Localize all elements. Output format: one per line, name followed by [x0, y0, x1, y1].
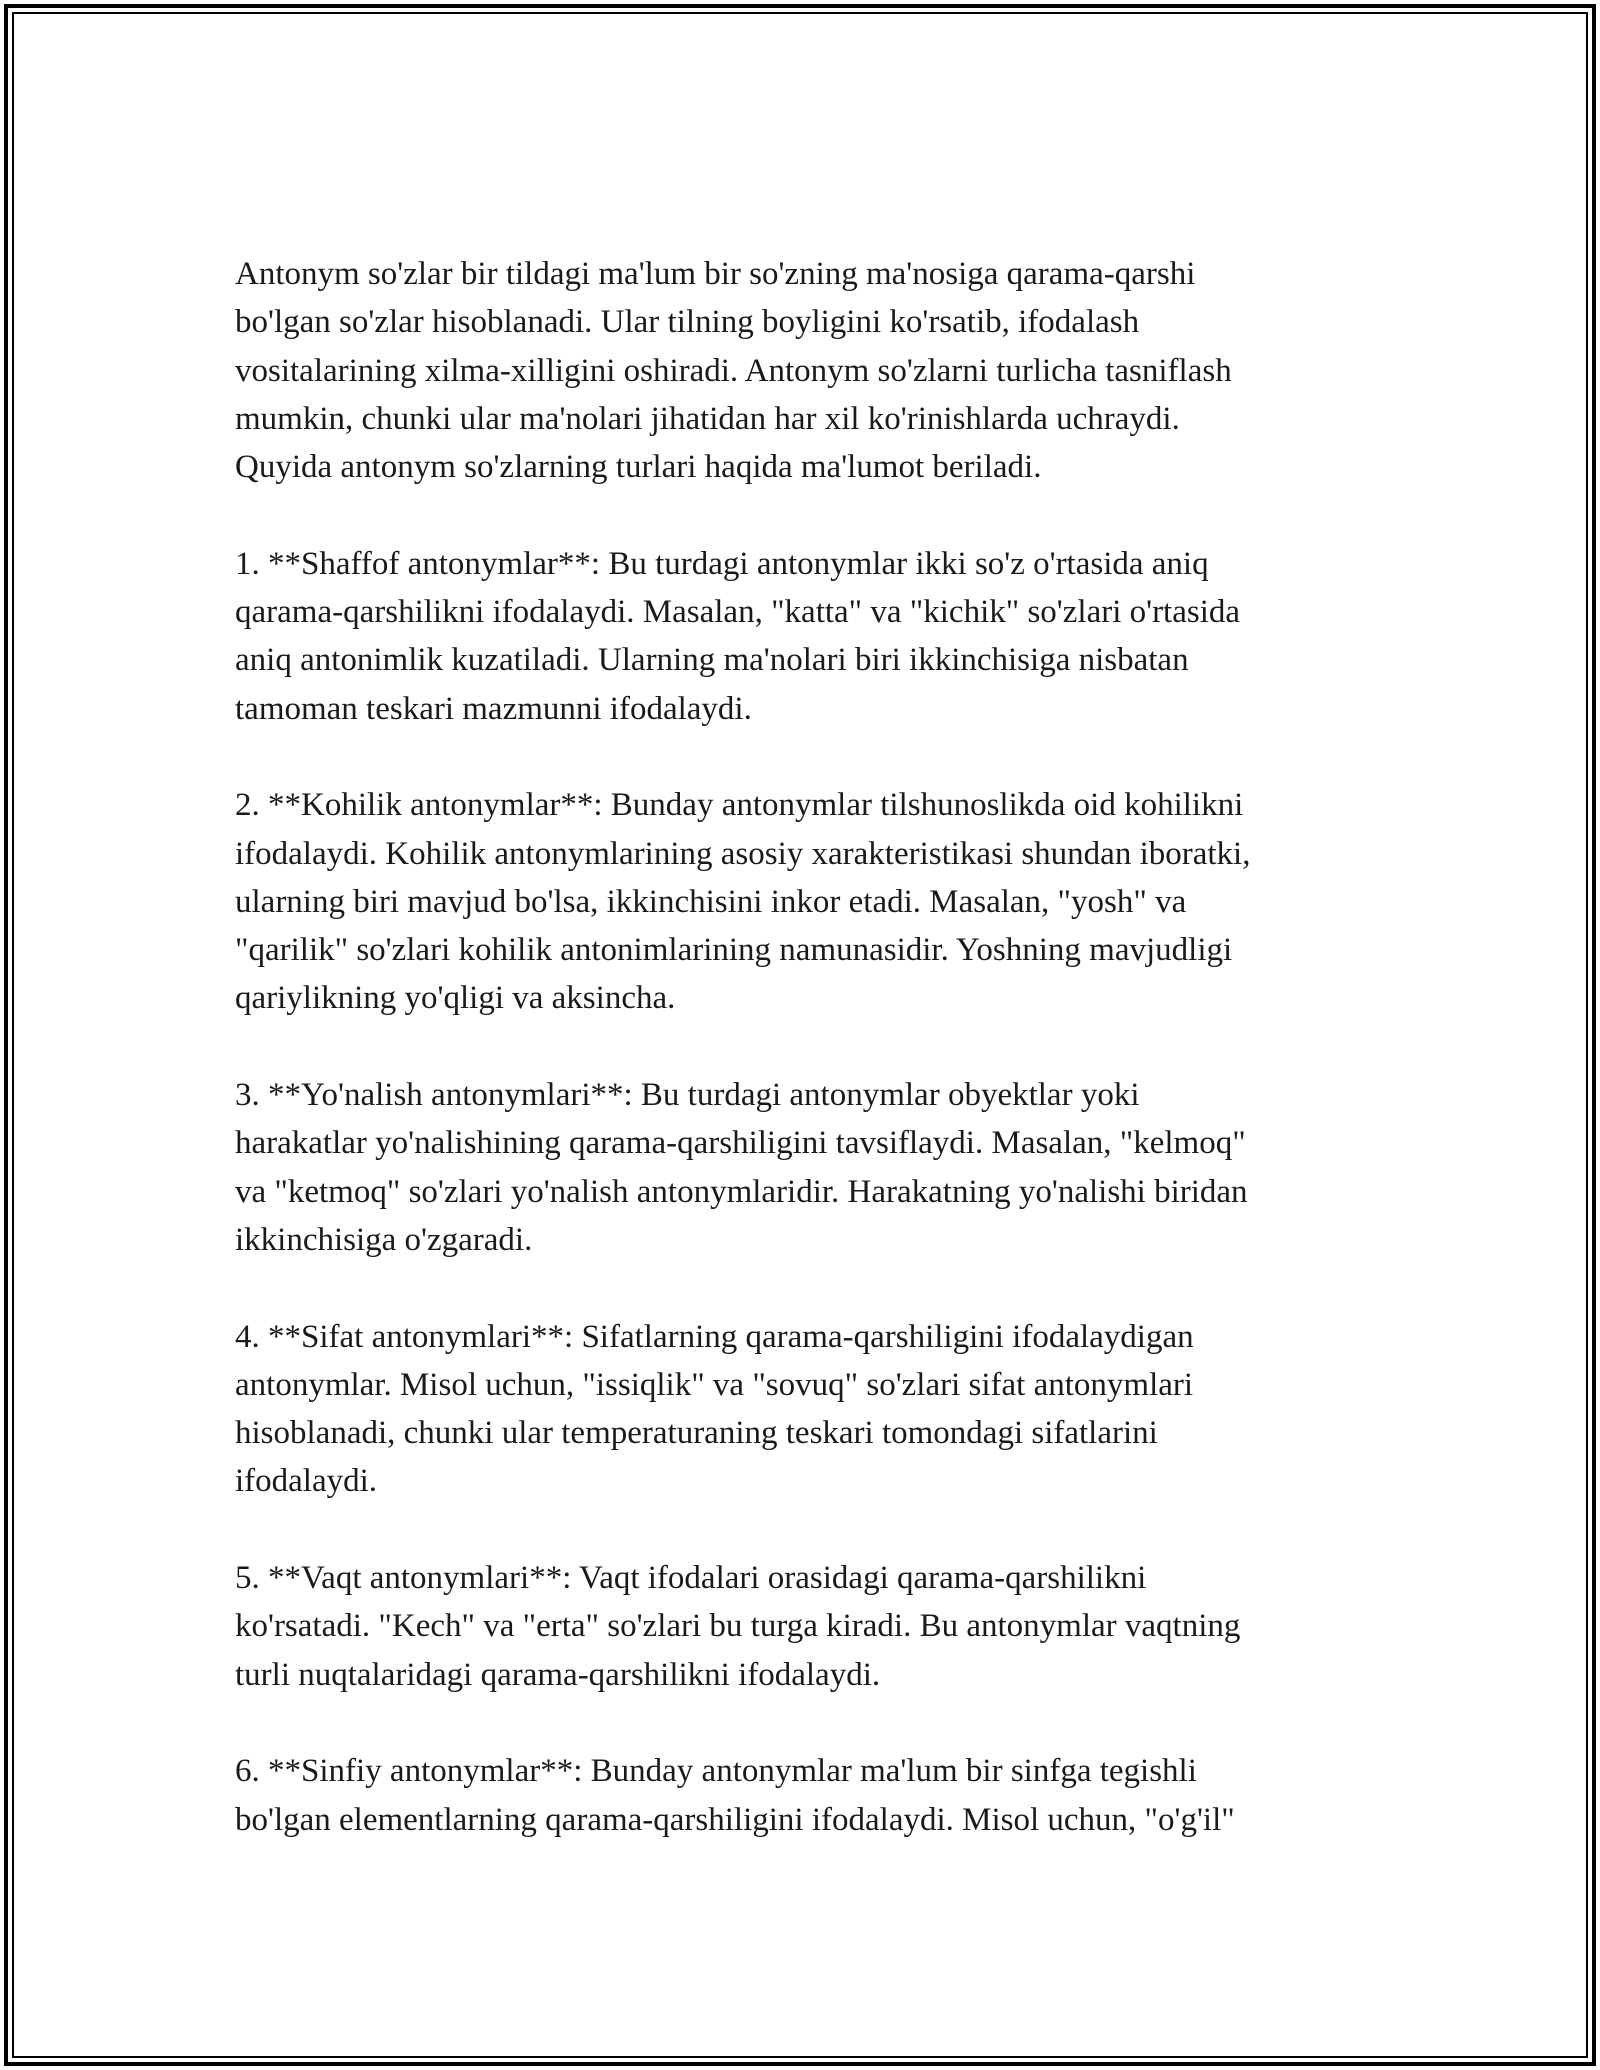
list-item-6	[235, 1747, 1375, 1844]
document-body	[235, 250, 1375, 1892]
list-item-3	[235, 1071, 1375, 1264]
text-line: vositalarining xilma-xilligini oshiradi. Antonym so'zlarni turlicha tasniflash	[235, 352, 1232, 389]
text-line: ko'rsatadi. "Kech" va "erta" so'zlari bu turga kiradi. Bu antonymlar vaqtning	[235, 1608, 1241, 1645]
text-line: 5. **Vaqt antonymlari**: Vaqt ifodalari orasidagi qarama-qarshilikni	[235, 1560, 1147, 1597]
list-item-4	[235, 1313, 1375, 1506]
text-line: mumkin, chunki ular ma'nolari jihatidan har xil ko'rinishlarda uchraydi.	[235, 400, 1180, 437]
text-line: ifodalaydi. Kohilik antonymlarining asosiy xarakteristikasi shundan iboratki,	[235, 835, 1251, 872]
text-line: qariylikning yo'qligi va aksincha.	[235, 980, 676, 1017]
text-line: tamoman teskari mazmunni ifodalaydi.	[235, 690, 752, 727]
text-line: 4. **Sifat antonymlari**: Sifatlarning qarama-qarshiligini ifodalaydigan	[235, 1318, 1194, 1355]
text-line: antonymlar. Misol uchun, "issiqlik" va "sovuq" so'zlari sifat antonymlari	[235, 1366, 1194, 1403]
list-item-2	[235, 781, 1375, 1022]
text-line: bo'lgan elementlarning qarama-qarshiligini ifodalaydi. Misol uchun, "o'g'il"	[235, 1801, 1235, 1838]
text-line: "qarilik" so'zlari kohilik antonimlarining namunasidir. Yoshning mavjudligi	[235, 932, 1233, 969]
text-line: ikkinchisiga o'zgaradi.	[235, 1221, 533, 1258]
text-line: aniq antonimlik kuzatiladi. Ularning ma'nolari biri ikkinchisiga nisbatan	[235, 642, 1189, 679]
text-line: hisoblanadi, chunki ular temperaturaning teskari tomondagi sifatlarini	[235, 1415, 1158, 1452]
text-line: bo'lgan so'zlar hisoblanadi. Ular tilning boyligini ko'rsatib, ifodalash	[235, 304, 1140, 341]
text-line: harakatlar yo'nalishining qarama-qarshiligini tavsiflaydi. Masalan, "kelmoq"	[235, 1125, 1246, 1162]
intro-paragraph	[235, 250, 1375, 491]
text-line: qarama-qarshilikni ifodalaydi. Masalan, "katta" va "kichik" so'zlari o'rtasida	[235, 594, 1241, 631]
text-line: turli nuqtalaridagi qarama-qarshilikni ifodalaydi.	[235, 1656, 881, 1693]
text-line: ularning biri mavjud bo'lsa, ikkinchisini inkor etadi. Masalan, "yosh" va	[235, 883, 1187, 920]
text-line: va "ketmoq" so'zlari yo'nalish antonymlaridir. Harakatning yo'nalishi biridan	[235, 1173, 1248, 1210]
text-line: 2. **Kohilik antonymlar**: Bunday antonymlar tilshunoslikda oid kohilikni	[235, 787, 1244, 824]
text-line: 6. **Sinfiy antonymlar**: Bunday antonymlar ma'lum bir sinfga tegishli	[235, 1753, 1197, 1790]
text-line: ifodalaydi.	[235, 1463, 378, 1500]
text-line: Antonym so'zlar bir tildagi ma'lum bir so'zning ma'nosiga qarama-qarshi	[235, 256, 1196, 292]
list-item-5	[235, 1554, 1375, 1699]
text-line: Quyida antonym so'zlarning turlari haqida ma'lumot beriladi.	[235, 449, 1042, 486]
text-line: 3. **Yo'nalish antonymlari**: Bu turdagi antonymlar obyektlar yoki	[235, 1077, 1140, 1114]
list-item-1	[235, 540, 1375, 733]
text-line: 1. **Shaffof antonymlar**: Bu turdagi antonymlar ikki so'z o'rtasida aniq	[235, 545, 1209, 582]
